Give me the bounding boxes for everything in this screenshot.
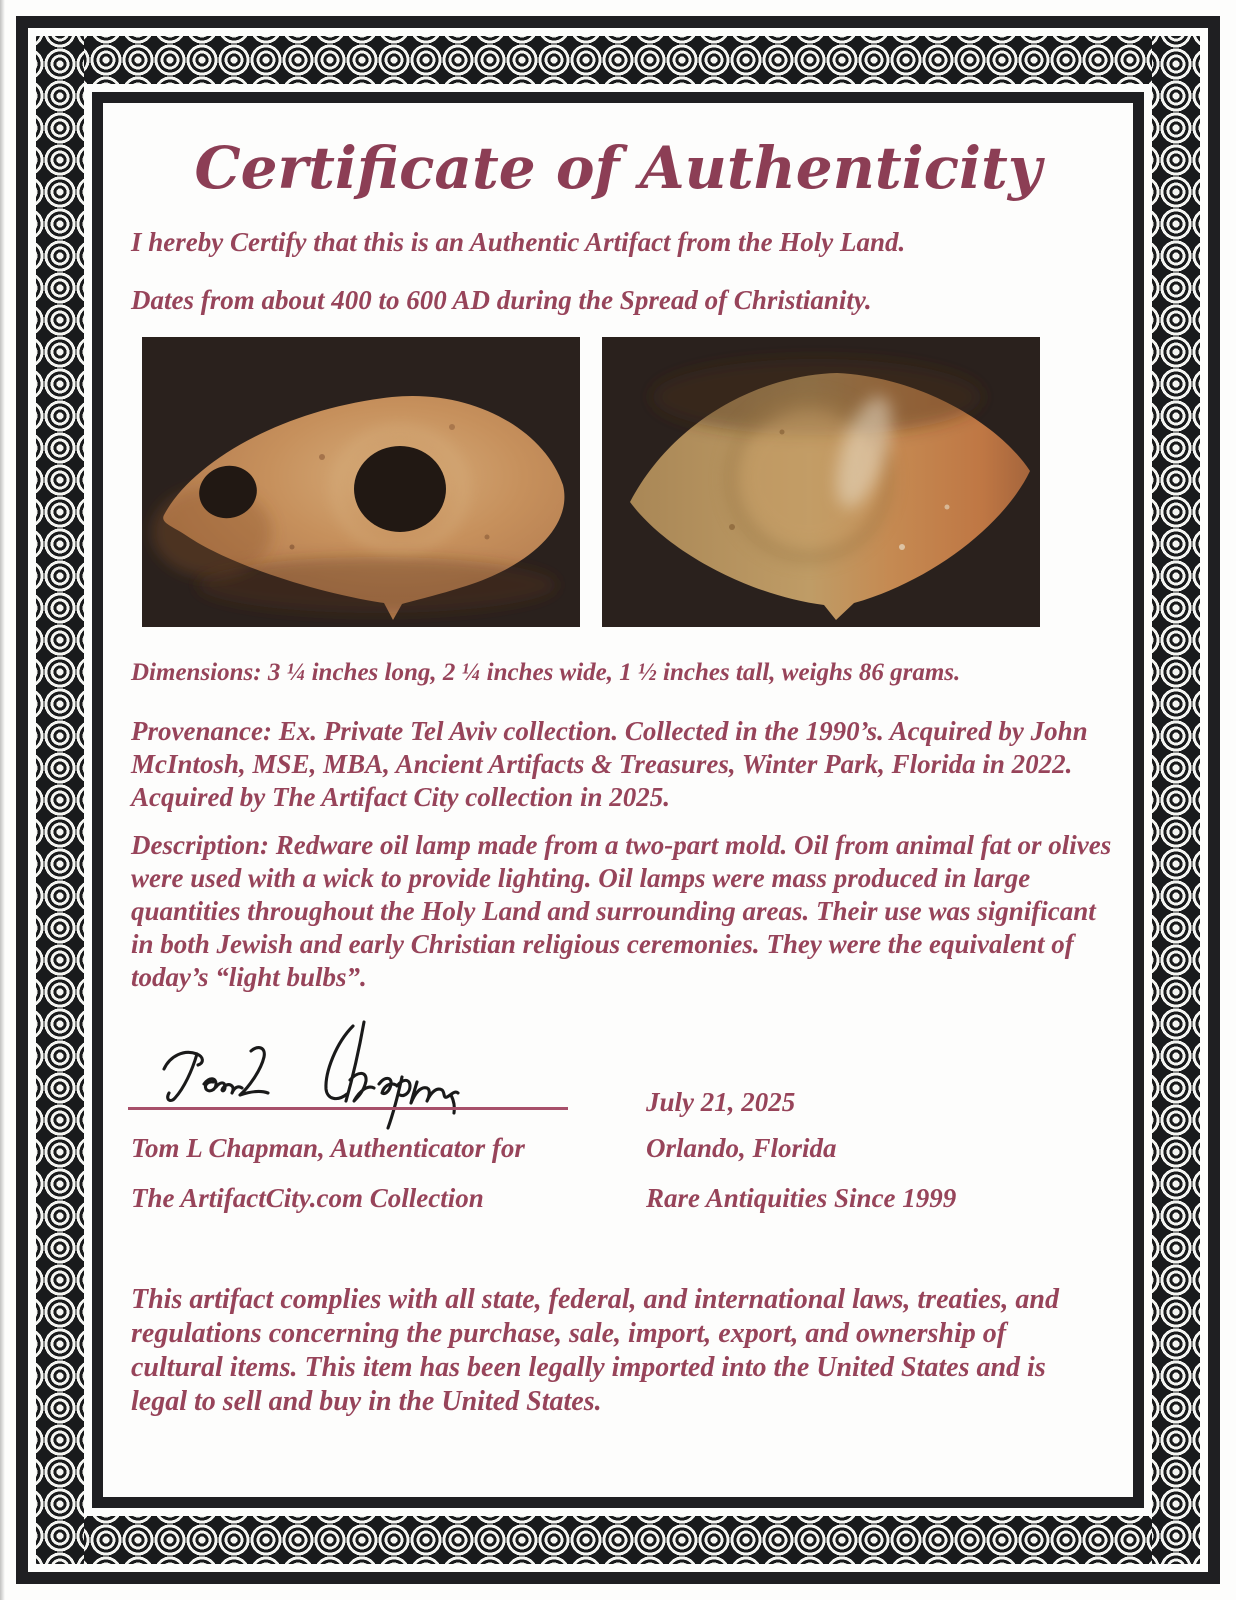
photo-oil-lamp-top-view <box>142 337 580 627</box>
dimensions-text: 3 ¼ inches long, 2 ¼ inches wide, 1 ½ inches tall, weighs 86 grams. <box>261 659 961 686</box>
legal-compliance-paragraph: This artifact complies with all state, federal, and international laws, treaties, and regulations concerning the purchase, sale, import, export, and ownership of cultural items. This item has been legally imported into the United States and is legal to sell and buy in the United States. <box>131 1284 1059 1417</box>
description-paragraph <box>131 829 1116 994</box>
signer-name-title: Tom L Chapman, Authenticator for <box>131 1133 525 1163</box>
provenance-label: Provenance: <box>131 716 272 746</box>
border-circle-band-top <box>36 36 1200 84</box>
certificate-date: July 21, 2025 <box>646 1087 796 1117</box>
signature-underline <box>128 1107 568 1110</box>
border-circle-band-bottom <box>36 1516 1200 1564</box>
description-label: Description: <box>131 830 269 860</box>
photo-oil-lamp-bottom-view <box>602 337 1040 627</box>
description-text: Redware oil lamp made from a two-part mold. Oil from animal fat or olives were used with a wick to provide lighting. Oil lamps were mass produced in large quantities throughout the Holy Land and surrounding areas. Their use was significant in both Jewish and early Christian religious ceremonies. They were the equivalent of today’s “light bulbs”. <box>131 830 1112 992</box>
handwritten-signature <box>120 1000 600 1130</box>
intro-line-1: I hereby Certify that this is an Authentic Artifact from the Holy Land. <box>131 227 906 257</box>
dimensions-line <box>131 659 960 687</box>
border-circle-band-left <box>36 36 84 1564</box>
border-circle-band-right <box>1152 36 1200 1564</box>
certificate-title: Certificate of Authenticity <box>194 134 1042 202</box>
certificate-location: Orlando, Florida <box>646 1133 837 1163</box>
provenance-paragraph <box>131 715 1116 814</box>
filling-hole <box>354 446 446 532</box>
signer-collection: The ArtifactCity.com Collection <box>131 1183 484 1213</box>
artifact-photos <box>142 337 1040 627</box>
dimensions-label: Dimensions: <box>131 659 262 686</box>
certificate-content <box>103 103 1133 1497</box>
provenance-text: Ex. Private Tel Aviv collection. Collected in the 1990’s. Acquired by John McIntosh, MSE, MBA, Ancient Artifacts & Treasures, Winter Park, Florida in 2022. Acquired by The Artifact City collection in 2025. <box>131 716 1088 812</box>
scan-edge-shadow <box>0 0 5 1600</box>
company-tagline: Rare Antiquities Since 1999 <box>646 1183 957 1213</box>
intro-line-2: Dates from about 400 to 600 AD during the Spread of Christianity. <box>131 285 872 315</box>
